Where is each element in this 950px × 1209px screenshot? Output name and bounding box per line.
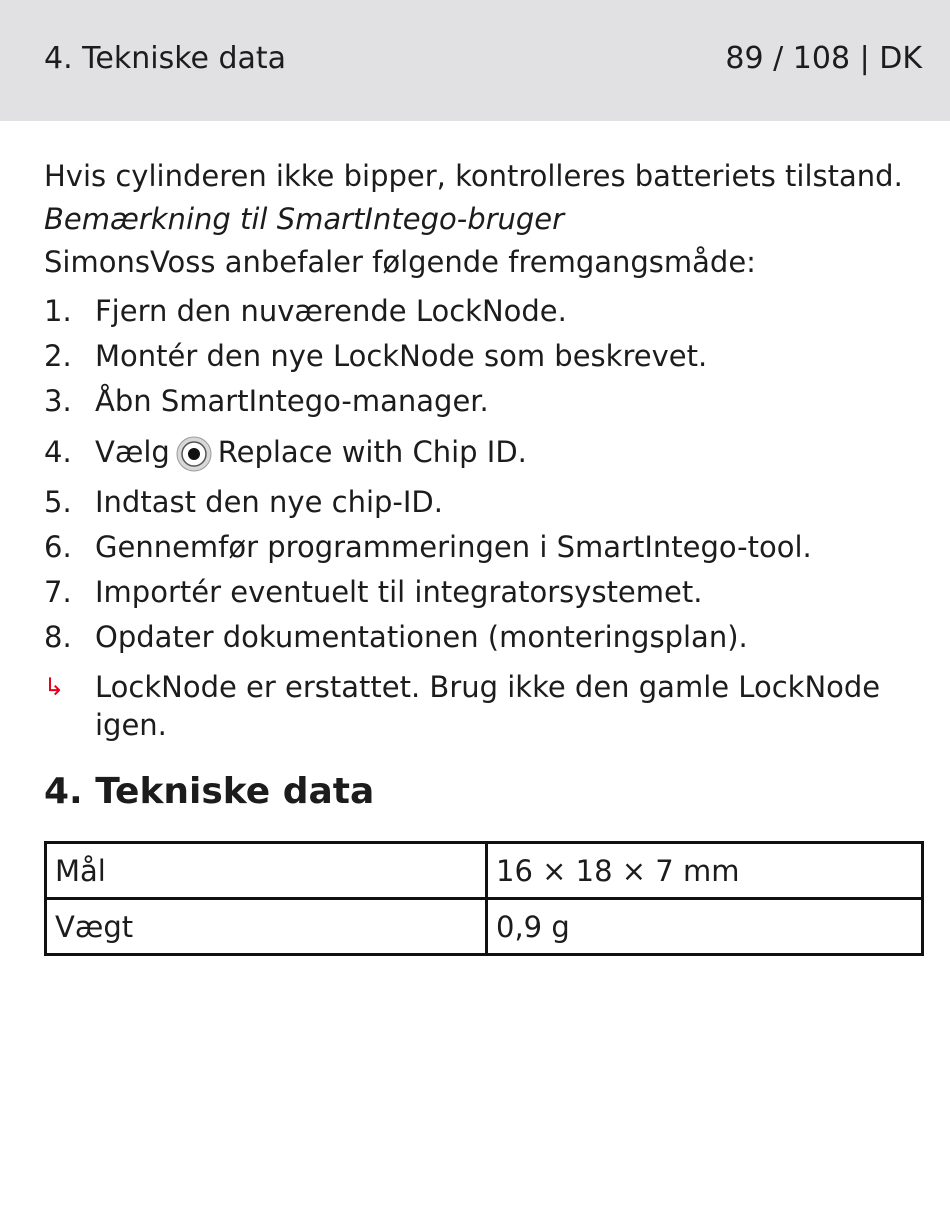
intro-text: Hvis cylinderen ikke bipper, kontrolleres batteriets tilstand. bbox=[44, 159, 903, 193]
radio-selected-icon bbox=[176, 434, 212, 470]
step-text: Montér den nye LockNode som beskrevet. bbox=[95, 339, 708, 373]
step-item bbox=[44, 480, 924, 525]
result-arrow-icon: ↳ bbox=[44, 673, 65, 701]
procedure-intro: SimonsVoss anbefaler følgende fremgangsmåde: bbox=[44, 245, 756, 279]
step-text-pre: Vælg bbox=[95, 435, 170, 469]
result-text: LockNode er erstattet. Brug ikke den gamle LockNode igen. bbox=[95, 670, 881, 742]
step-number: 5. bbox=[44, 485, 72, 519]
table-cell-value: 16 × 18 × 7 mm bbox=[487, 843, 923, 899]
step-text: Gennemfør programmeringen i SmartIntego-tool. bbox=[95, 530, 812, 564]
technical-data-table bbox=[44, 841, 924, 956]
step-item bbox=[44, 570, 924, 615]
step-number: 2. bbox=[44, 339, 72, 373]
step-text: Importér eventuelt til integratorsystemet. bbox=[95, 575, 703, 609]
table-cell-key: Vægt bbox=[46, 899, 487, 955]
step-number: 3. bbox=[44, 384, 72, 418]
step-item bbox=[44, 525, 924, 570]
step-item bbox=[44, 424, 924, 480]
step-text: Opdater dokumentationen (monteringsplan). bbox=[95, 620, 748, 654]
step-number: 8. bbox=[44, 620, 72, 654]
result-item bbox=[44, 668, 924, 744]
step-text-post: Replace with Chip ID. bbox=[217, 435, 527, 469]
step-item bbox=[44, 334, 924, 379]
step-text: Fjern den nuværende LockNode. bbox=[95, 294, 567, 328]
step-list bbox=[44, 289, 924, 660]
page-content bbox=[44, 155, 924, 814]
page-number: 89 / 108 | DK bbox=[725, 41, 922, 76]
step-item bbox=[44, 615, 924, 660]
page-header bbox=[0, 0, 950, 121]
table-row bbox=[46, 843, 923, 899]
step-number: 6. bbox=[44, 530, 72, 564]
table-cell-value: 0,9 g bbox=[487, 899, 923, 955]
step-number: 1. bbox=[44, 294, 72, 328]
table-row bbox=[46, 899, 923, 955]
step-number: 7. bbox=[44, 575, 72, 609]
step-item bbox=[44, 289, 924, 334]
section-title: 4. Tekniske data bbox=[44, 771, 375, 812]
step-item bbox=[44, 379, 924, 424]
note-title: Bemærkning til SmartIntego-bruger bbox=[44, 202, 565, 236]
header-title: 4. Tekniske data bbox=[44, 41, 287, 76]
step-number: 4. bbox=[44, 435, 72, 469]
table-cell-key: Mål bbox=[46, 843, 487, 899]
step-text: Indtast den nye chip-ID. bbox=[95, 485, 443, 519]
step-text bbox=[95, 424, 924, 480]
step-text: Åbn SmartIntego-manager. bbox=[95, 384, 489, 418]
